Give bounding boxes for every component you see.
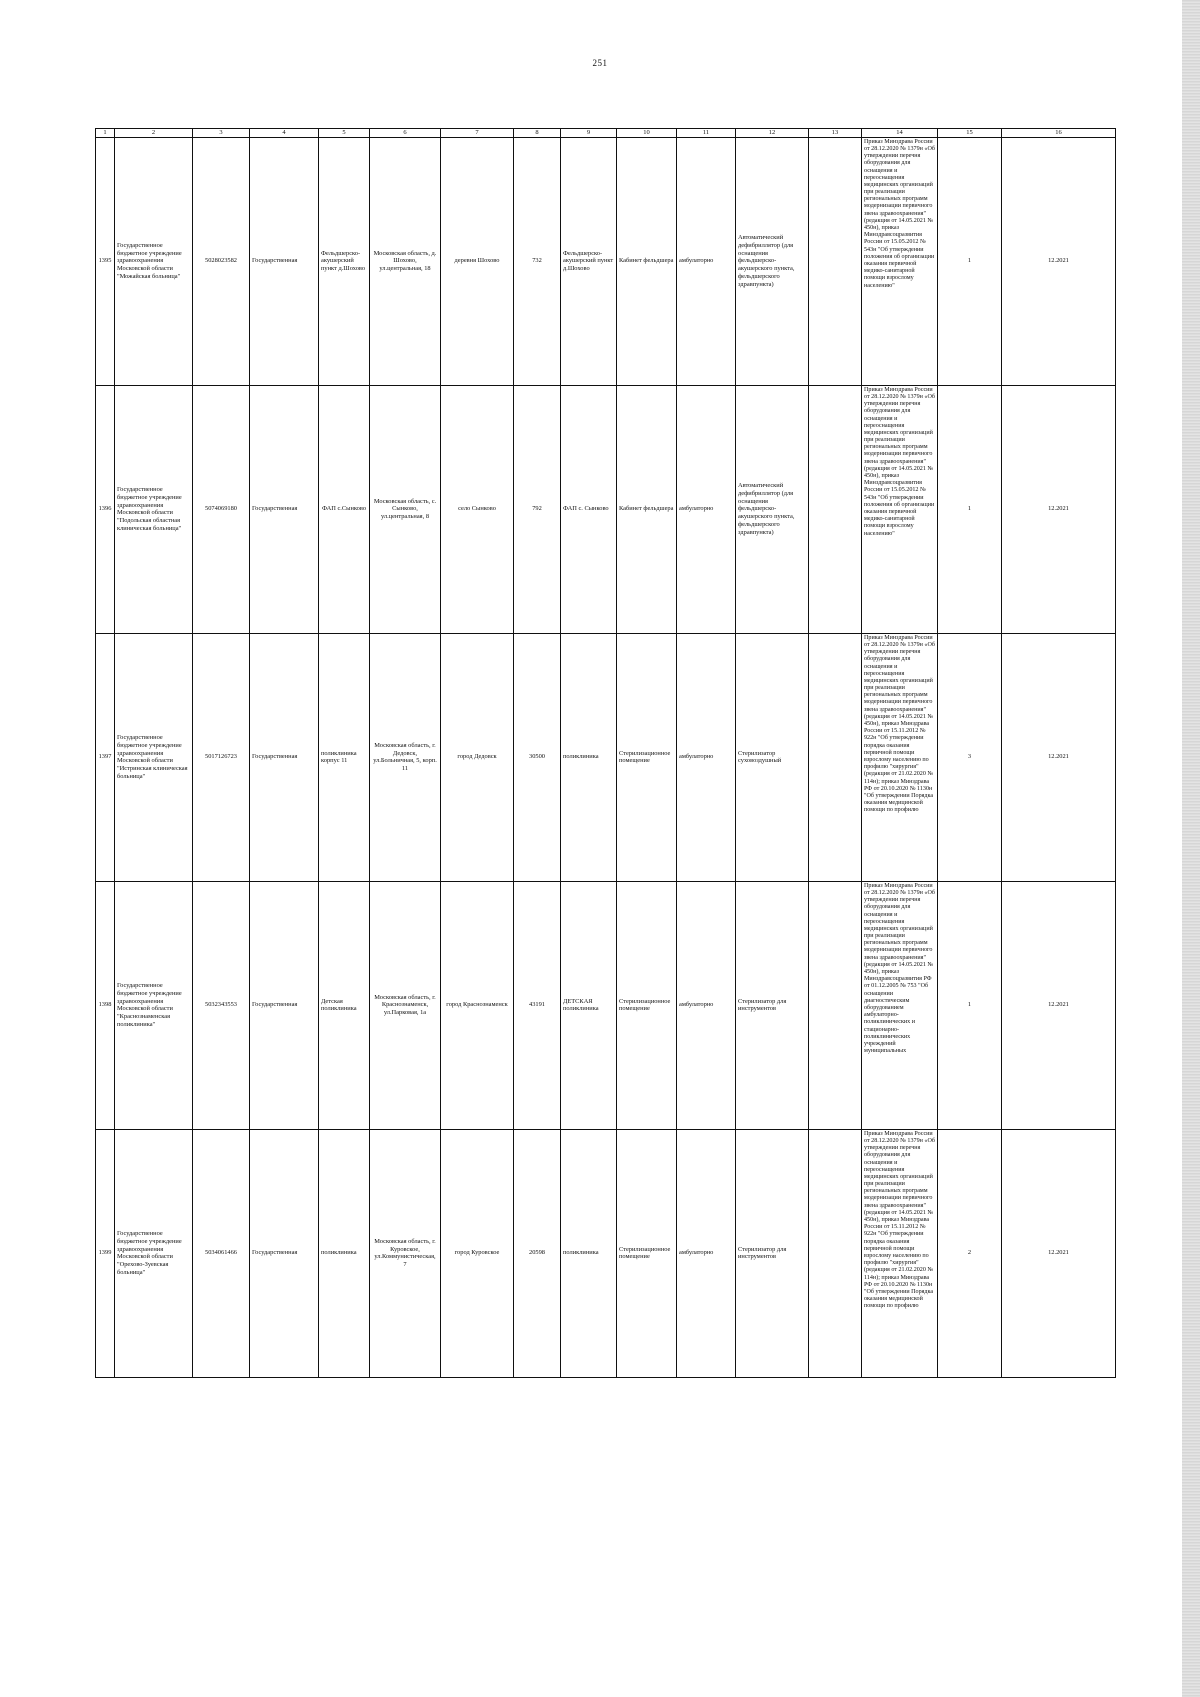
locality: город Дедовск <box>441 633 514 881</box>
population: 792 <box>514 385 561 633</box>
equipment-name: Стерилизатор суховоздушный <box>736 633 809 881</box>
care-type: амбулаторно <box>677 1129 736 1377</box>
ownership-form: Государственная <box>250 385 319 633</box>
header-col-2: 2 <box>115 129 193 138</box>
care-type: амбулаторно <box>677 137 736 385</box>
room-name: Стерилизационное помещение <box>617 633 677 881</box>
delivery-date: 12.2021 <box>1002 1129 1116 1377</box>
table-row <box>96 137 1116 385</box>
header-col-8: 8 <box>514 129 561 138</box>
header-col-14: 14 <box>862 129 938 138</box>
room-name: Стерилизационное помещение <box>617 881 677 1129</box>
facility-address: Московская область, д. Шохово, ул.центральная, 18 <box>370 137 441 385</box>
organization-name: Государственное бюджетное учреждение здравоохранения Московской области "Орехово-Зуевская больница" <box>115 1129 193 1377</box>
ownership-form: Государственная <box>250 633 319 881</box>
legal-basis: Приказ Минздрава России от 28.12.2020 № 1379н «Об утверждении перечня оборудования для оснащения и переоснащения медицинских организаций при реализации региональных программ модернизации первичного звена здравоохранения"(редакция от 14.05.2021 № 450н), приказ Минздрава России от 15.11.2012 № 922н "Об утверждении порядка оказания первичной помощи взрослому населению по профилю "хирургия" (редакция от 21.02.2020 № 114н); приказ Минздрава РФ от 20.10.2020 № 1130н "Об утверждении Порядка оказания медицинской помощи по профилю <box>864 1130 935 1310</box>
inn: 5028023582 <box>193 137 250 385</box>
page-number: 251 <box>592 58 608 68</box>
equipment-table <box>95 128 1116 1378</box>
legal-basis: Приказ Минздрава России от 28.12.2020 № 1379н «Об утверждении перечня оборудования для оснащения и переоснащения медицинских организаций при реализации региональных программ модернизации первичного звена здравоохранения"(редакция от 14.05.2021 № 450н), приказ Минздравсоцразвития России от 15.05.2012 № 543н "Об утверждении положения об организации оказания первичной медико-санитарной помощи взрослому населению" <box>864 138 935 289</box>
column-13-cell <box>809 881 862 1129</box>
facility-name: поликлиника корпус 11 <box>319 633 370 881</box>
quantity: 2 <box>938 1129 1002 1377</box>
locality: деревня Шохово <box>441 137 514 385</box>
unit-name: ФАП с. Сынково <box>561 385 617 633</box>
equipment-name: Автоматический дефибриллятор (для оснащения фельдшерско-акушерского пункта, фельдшерского здравпункта) <box>736 137 809 385</box>
table-row <box>96 881 1116 1129</box>
column-13-cell <box>809 633 862 881</box>
ownership-form: Государственная <box>250 1129 319 1377</box>
header-col-11: 11 <box>677 129 736 138</box>
inn: 5017126723 <box>193 633 250 881</box>
care-type: амбулаторно <box>677 385 736 633</box>
locality: город Куровское <box>441 1129 514 1377</box>
locality: город Краснознаменск <box>441 881 514 1129</box>
table-row <box>96 633 1116 881</box>
organization-name: Государственное бюджетное учреждение здравоохранения Московской области "Краснознаменская поликлиника" <box>115 881 193 1129</box>
header-col-7: 7 <box>441 129 514 138</box>
organization-name: Государственное бюджетное учреждение здравоохранения Московской области "Подольская областная клиническая больница" <box>115 385 193 633</box>
row-number: 1396 <box>96 385 115 633</box>
quantity: 1 <box>938 137 1002 385</box>
column-13-cell <box>809 1129 862 1377</box>
header-col-10: 10 <box>617 129 677 138</box>
organization-name: Государственное бюджетное учреждение здравоохранения Московской области "Можайская больница" <box>115 137 193 385</box>
header-col-16: 16 <box>1002 129 1116 138</box>
scan-edge <box>1182 0 1200 1697</box>
quantity: 1 <box>938 881 1002 1129</box>
header-col-9: 9 <box>561 129 617 138</box>
room-name: Кабинет фельдшера <box>617 385 677 633</box>
header-col-3: 3 <box>193 129 250 138</box>
legal-basis: Приказ Минздрава России от 28.12.2020 № 1379н «Об утверждении перечня оборудования для оснащения и переоснащения медицинских организаций при реализации региональных программ модернизации первичного звена здравоохранения"(редакция от 14.05.2021 № 450н), приказ Минздравсоцразвития России от 15.05.2012 № 543н "Об утверждении положения об организации оказания первичной медико-санитарной помощи взрослому населению" <box>864 386 935 537</box>
table-row <box>96 1129 1116 1377</box>
facility-address: Московская область, г. Дедовск, ул.Больничная, 5, корп. 11 <box>370 633 441 881</box>
row-number: 1399 <box>96 1129 115 1377</box>
facility-address: Московская область, г. Куровское, ул.Коммунистическая, 7 <box>370 1129 441 1377</box>
inn: 5034061466 <box>193 1129 250 1377</box>
organization-name: Государственное бюджетное учреждение здравоохранения Московской области "Истринская клиническая больница" <box>115 633 193 881</box>
care-type: амбулаторно <box>677 633 736 881</box>
column-13-cell <box>809 385 862 633</box>
header-col-12: 12 <box>736 129 809 138</box>
delivery-date: 12.2021 <box>1002 633 1116 881</box>
care-type: амбулаторно <box>677 881 736 1129</box>
header-col-15: 15 <box>938 129 1002 138</box>
inn: 5032343553 <box>193 881 250 1129</box>
delivery-date: 12.2021 <box>1002 385 1116 633</box>
ownership-form: Государственная <box>250 137 319 385</box>
facility-name: Детская поликлиника <box>319 881 370 1129</box>
row-number: 1397 <box>96 633 115 881</box>
room-name: Кабинет фельдшера <box>617 137 677 385</box>
facility-name: Фельдшерско-акушерский пункт д.Шохово <box>319 137 370 385</box>
facility-address: Московская область, г. Краснознаменск, ул.Парковая, 1а <box>370 881 441 1129</box>
table-row <box>96 385 1116 633</box>
row-number: 1395 <box>96 137 115 385</box>
facility-name: ФАП с.Сынково <box>319 385 370 633</box>
delivery-date: 12.2021 <box>1002 137 1116 385</box>
population: 43191 <box>514 881 561 1129</box>
legal-basis: Приказ Минздрава России от 28.12.2020 № 1379н «Об утверждении перечня оборудования для оснащения и переоснащения медицинских организаций при реализации региональных программ модернизации первичного звена здравоохранения"(редакция от 14.05.2021 № 450н), приказ Минздравсоцразвития РФ от 01.12.2005 № 753 "Об оснащении диагностическим оборудованием амбулаторно-поликлинических и стационарно-поликлинических учреждений муниципальных <box>864 882 935 1055</box>
population: 732 <box>514 137 561 385</box>
header-row <box>96 129 1116 138</box>
unit-name: поликлиника <box>561 1129 617 1377</box>
header-col-5: 5 <box>319 129 370 138</box>
quantity: 3 <box>938 633 1002 881</box>
facility-address: Московская область, с. Сынково, ул.центральная, 8 <box>370 385 441 633</box>
row-number: 1398 <box>96 881 115 1129</box>
facility-name: поликлиника <box>319 1129 370 1377</box>
inn: 5074069180 <box>193 385 250 633</box>
locality: село Сынково <box>441 385 514 633</box>
ownership-form: Государственная <box>250 881 319 1129</box>
header-col-4: 4 <box>250 129 319 138</box>
equipment-name: Автоматический дефибриллятор (для оснащения фельдшерско-акушерского пункта, фельдшерского здравпункта) <box>736 385 809 633</box>
header-col-1: 1 <box>96 129 115 138</box>
header-col-6: 6 <box>370 129 441 138</box>
population: 20598 <box>514 1129 561 1377</box>
delivery-date: 12.2021 <box>1002 881 1116 1129</box>
unit-name: ДЕТСКАЯ поликлиника <box>561 881 617 1129</box>
unit-name: Фельдшерско-акушерский пункт д.Шохово <box>561 137 617 385</box>
column-13-cell <box>809 137 862 385</box>
population: 30500 <box>514 633 561 881</box>
unit-name: поликлиника <box>561 633 617 881</box>
room-name: Стерилизационное помещение <box>617 1129 677 1377</box>
quantity: 1 <box>938 385 1002 633</box>
header-col-13: 13 <box>809 129 862 138</box>
equipment-name: Стерилизатор для инструментов <box>736 1129 809 1377</box>
legal-basis: Приказ Минздрава России от 28.12.2020 № 1379н «Об утверждении перечня оборудования для оснащения и переоснащения медицинских организаций при реализации региональных программ модернизации первичного звена здравоохранения"(редакция от 14.05.2021 № 450н), приказ Минздрава России от 15.11.2012 № 922н "Об утверждении порядка оказания первичной помощи взрослому населению по профилю "хирургия" (редакция от 21.02.2020 № 114н); приказ Минздрава РФ от 20.10.2020 № 1130н "Об утверждении Порядка оказания медицинской помощи по профилю <box>864 634 935 814</box>
equipment-name: Стерилизатор для инструментов <box>736 881 809 1129</box>
